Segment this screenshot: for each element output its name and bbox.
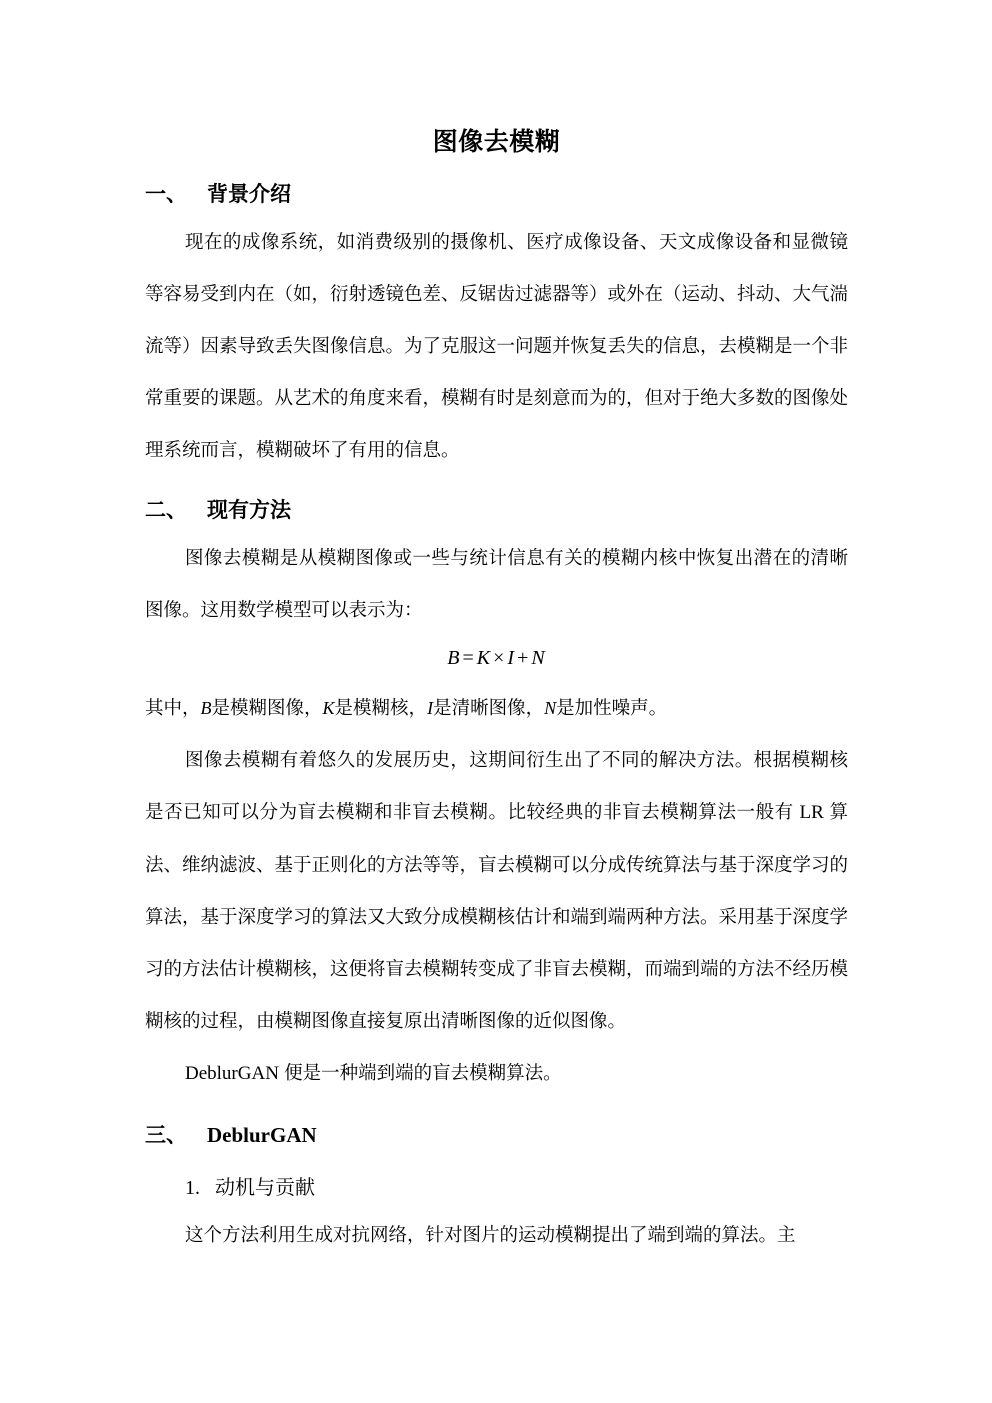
section-number-3: 三、 [145,1124,187,1147]
paragraph-deblur-history [145,734,848,1047]
section-heading-deblurgan [145,1100,848,1157]
page-title: 图像去模糊 [432,128,561,156]
legend-prefix: 其中， [145,697,201,718]
section-heading-existing-methods [145,476,848,532]
equation-term-n: N [531,647,546,669]
legend-desc-k: 是模糊核， [334,697,428,718]
paragraph-deblur-definition: 图像去模糊是从模糊图像或一些与统计信息有关的模糊内核中恢复出潜在的清晰图像。这用数学模型可以表示为： [145,547,848,620]
document-content [145,0,848,1261]
section-label-2: 现有方法 [207,499,291,522]
deblurgan-intro-rest: 便是一种端到端的盲去模糊算法。 [278,1062,562,1083]
legend-var-n: N [544,698,557,718]
section-number-1: 一、 [145,183,187,206]
section-label-1: 背景介绍 [207,183,291,206]
equation-term-k: K [476,647,492,669]
legend-var-i: I [427,698,434,718]
subsection-number-1: 1. [185,1177,200,1199]
paragraph-motivation-body: 这个方法利用生成对抗网络，针对图片的运动模糊提出了端到端的算法。主 [185,1224,796,1245]
section-number-2: 二、 [145,499,187,522]
section-label-3: DeblurGAN [207,1123,317,1147]
paragraph-background-intro: 现在的成像系统，如消费级别的摄像机、医疗成像设备、天文成像设备和显微镜等容易受到内在（如，衍射透镜色差、反锯齿过滤器等）或外在（运动、抖动、大气湍流等）因素导致丢失图像信息。为了克服这一问题并恢复丢失的信息，去模糊是一个非常重要的课题。从艺术的角度来看，模糊有时是刻意而为的，但对于绝大多数的图像处理系统而言，模糊破坏了有用的信息。 [145,231,849,460]
subsection-heading-motivation [145,1157,848,1209]
history-text-part1: 图像去模糊有着悠久的发展历史，这期间衍生出了不同的解决方法。根据模糊核是否已知可以分为盲去模糊和非盲去模糊。比较经典的非盲去模糊算法一般有 [145,749,848,822]
legend-var-k: K [322,698,335,718]
equation-operator-times: × [493,647,506,669]
paragraph-deblurgan-intro [145,1047,848,1100]
legend-desc-b: 是模糊图像， [211,697,323,718]
legend-var-b: B [200,698,212,718]
paragraph-equation-legend [145,682,848,734]
display-equation-blur-model [145,636,848,682]
equation-operator-equals: = [462,647,475,669]
subsection-label-1: 动机与贡献 [215,1177,315,1199]
deblurgan-name: DeblurGAN [185,1063,279,1084]
legend-desc-n: 是加性噪声。 [556,697,668,718]
section-heading-background [145,160,848,216]
history-text-part2: 算法、维纳滤波、基于正则化的方法等等，盲去模糊可以分成传统算法与基于深度学习的算法，基于深度学习的算法又大致分成模糊核估计和端到端两种方法。采用基于深度学习的方法估计模糊核，这便将盲去模糊转变成了非盲去模糊，而端到端的方法不经历模糊核的过程，由模糊图像直接复原出清晰图像的近似图像。 [145,801,849,1031]
equation-term-b: B [447,647,461,669]
equation-operator-plus: + [517,647,530,669]
equation-term-i: I [507,647,516,669]
legend-desc-i: 是清晰图像， [433,697,545,718]
history-term-lr: LR [799,802,824,823]
